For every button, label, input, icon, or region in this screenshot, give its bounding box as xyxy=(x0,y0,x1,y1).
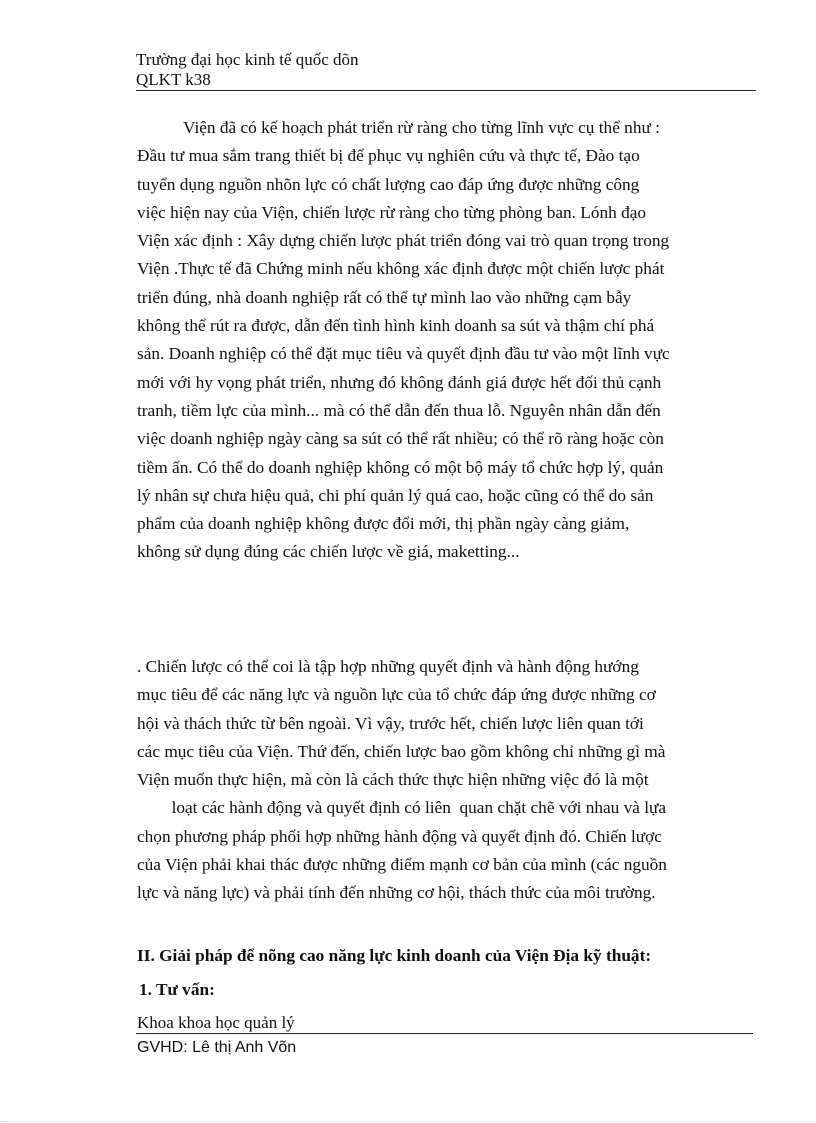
text-line: việc doanh nghiệp ngày càng sa sút có thể rất nhiều; có thể rõ ràng hoặc còn xyxy=(137,429,664,449)
text-line: việc hiện nay của Viện, chiến lược rừ ràng cho từng phòng ban. Lónh đạo xyxy=(137,202,647,222)
page-bottom-edge xyxy=(0,1121,816,1122)
section-heading: II. Giải pháp để nõng cao năng lực kinh doanh của Viện Địa kỹ thuật: xyxy=(137,946,652,965)
page-footer xyxy=(137,1013,757,1057)
paragraph-strategy-definition xyxy=(137,653,747,908)
text-line: phẩm của doanh nghiệp không được đổi mới, thị phần ngày càng giảm, xyxy=(137,514,630,534)
text-line: Viện muốn thực hiện, mà còn là cách thức thực hiện những việc đó là một xyxy=(137,770,649,790)
text-line: mục tiêu để các năng lực và nguồn lực của tổ chức đáp ứng được những cơ xyxy=(137,685,656,705)
page-header xyxy=(136,50,756,91)
text-line: Đầu tư mua sắm trang thiết bị để phục vụ nghiên cứu và thực tế, Đào tạo xyxy=(137,146,640,166)
text-line: Viện đã có kế hoạch phát triển rừ ràng cho từng lĩnh vực cụ thể như : xyxy=(183,118,660,137)
text-line: của Viện phải khai thác được những điểm mạnh cơ bản của mình (các nguồn xyxy=(137,855,667,875)
header-rule xyxy=(136,90,756,91)
text-line: chọn phương pháp phối hợp những hành động và quyết định đó. Chiến lược xyxy=(137,826,662,846)
text-line: các mục tiêu của Viện. Thứ đến, chiến lược bao gồm không chỉ những gì mà xyxy=(137,741,666,761)
text-line: . Chiến lược có thể coi là tập hợp những quyết định và hành động hướng xyxy=(137,657,639,676)
text-line: Viện xác định : Xây dựng chiến lược phát triển đóng vai trò quan trọng trong xyxy=(137,231,670,251)
text-line: tranh, tiềm lực của mình... mà có thể dẫn đến thua lỗ. Nguyên nhân dẫn đến xyxy=(137,400,661,420)
text-line: sản. Doanh nghiệp có thể đặt mục tiêu và quyết định đầu tư vào một lĩnh vực xyxy=(137,344,670,364)
advisor-name: GVHD: Lê thị Anh Võn xyxy=(137,1039,297,1056)
text-line: hội và thách thức từ bên ngoài. Vì vậy, trước hết, chiến lược liên quan tới xyxy=(137,713,644,733)
text-line: lực và năng lực) và phải tính đến những cơ hội, thách thức của môi trường. xyxy=(137,883,656,903)
department-name: Khoa khoa học quản lý xyxy=(137,1013,295,1032)
text-line: lý nhân sự chưa hiệu quả, chi phí quản lý quá cao, hoặc cũng có thể do sản xyxy=(137,485,654,505)
class-code: QLKT k38 xyxy=(136,70,211,89)
footer-rule xyxy=(136,1033,753,1034)
text-line: tuyển dụng nguồn nhõn lực có chất lượng cao đáp ứng được những công xyxy=(137,174,640,194)
text-line: không thể rút ra được, dẫn đến tình hình kinh doanh sa sút và thậm chí phá xyxy=(137,316,655,336)
school-name: Trường đại học kinh tế quốc dõn xyxy=(136,50,359,69)
subsection-heading: 1. Tư vấn: xyxy=(139,980,215,999)
text-line: mới với hy vọng phát triển, nhưng đó không đánh giá được hết đối thủ cạnh xyxy=(137,372,662,392)
text-line: tiềm ẩn. Có thể do doanh nghiệp không có một bộ máy tổ chức hợp lý, quản xyxy=(137,457,664,477)
paragraph-strategy-plan xyxy=(137,114,747,567)
text-line: triển đúng, nhà doanh nghiệp rất có thể tự mình lao vào những cạm bẫy xyxy=(137,287,632,307)
text-line: không sử dụng đúng các chiến lược về giá, maketting... xyxy=(137,542,520,562)
text-line: Viện .Thực tế đã Chứng minh nếu không xác định được một chiến lược phát xyxy=(137,259,665,279)
text-line: loạt các hành động và quyết định có liên quan chặt chẽ với nhau và lựa xyxy=(137,798,667,818)
